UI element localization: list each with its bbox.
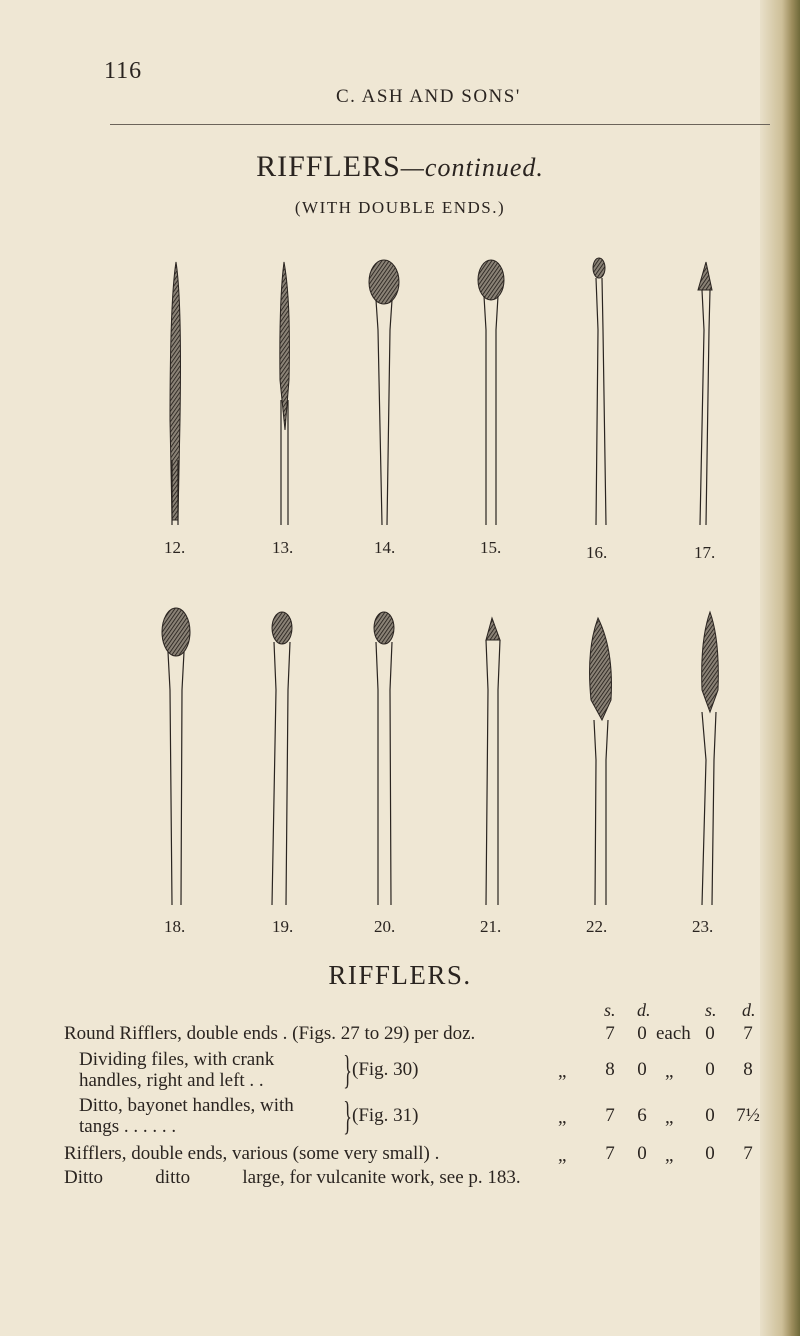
price-each: „ [665, 1061, 674, 1082]
riffler-fig-21 [486, 618, 500, 905]
fig-label-23: 23. [692, 917, 714, 936]
ditto-mark: „ [558, 1145, 567, 1166]
price-s: 7 [605, 1143, 615, 1164]
fig-label-18: 18. [164, 917, 186, 936]
riffler-fig-18 [162, 608, 190, 905]
riffler-fig-15 [478, 260, 504, 525]
riffler-fig-19 [272, 612, 292, 905]
price-d: 6 [637, 1105, 647, 1126]
riffler-fig-12 [170, 262, 181, 525]
fig-label-17: 17. [694, 543, 716, 562]
riffler-fig-16 [593, 258, 606, 525]
row-description: Round Rifflers, double ends . (Figs. 27 to 29) per doz. [64, 1023, 476, 1044]
brace: } [343, 1093, 352, 1138]
fig-label-22: 22. [586, 917, 608, 936]
row-description-line2: handles, right and left . . [79, 1070, 264, 1091]
riffler-fig-23 [702, 612, 719, 905]
price-each-s: 0 [705, 1105, 715, 1126]
section-subtitle: (WITH DOUBLE ENDS.) [294, 198, 506, 217]
price-each-d: 7 [743, 1023, 753, 1044]
section-title-text: RIFFLERS [256, 150, 401, 183]
ditto-mark: „ [558, 1061, 567, 1082]
price-d: 0 [637, 1143, 647, 1164]
page-number: 116 [104, 58, 143, 84]
price-each-s: 0 [705, 1059, 715, 1080]
row-description: Rifflers, double ends, various (some very small) . [64, 1143, 440, 1164]
price-each-s: 0 [705, 1143, 715, 1164]
row-description-line1: Ditto, bayonet handles, with [79, 1095, 294, 1116]
fig-label-13: 13. [272, 538, 294, 557]
riffler-fig-22 [590, 618, 612, 905]
fig-label-19: 19. [272, 917, 294, 936]
header-pence: d. [637, 1000, 651, 1020]
fig-reference: (Fig. 30) [352, 1059, 419, 1080]
price-each: each [656, 1023, 691, 1044]
fig-reference: (Fig. 31) [352, 1105, 419, 1126]
price-d: 0 [637, 1059, 647, 1080]
price-each: „ [665, 1107, 674, 1128]
ditto-mark: „ [558, 1107, 567, 1128]
price-list-title: RIFFLERS. [328, 960, 472, 990]
header-shillings: s. [604, 1000, 616, 1020]
section-title-continued: —continued. [400, 153, 544, 182]
fig-label-21: 21. [480, 917, 502, 936]
fig-label-20: 20. [374, 917, 396, 936]
header-shillings-each: s. [705, 1000, 717, 1020]
riffler-fig-20 [374, 612, 394, 905]
header-pence-each: d. [742, 1000, 756, 1020]
price-each-d: 7 [743, 1143, 753, 1164]
fig-label-16: 16. [586, 543, 608, 562]
brace: } [343, 1047, 352, 1092]
fig-label-14: 14. [374, 538, 396, 557]
riffler-fig-17 [698, 262, 712, 525]
price-s: 8 [605, 1059, 615, 1080]
price-each: „ [665, 1145, 674, 1166]
price-s: 7 [605, 1023, 615, 1044]
riffler-fig-14 [369, 260, 399, 525]
row-description-line2: tangs . . . . . . [79, 1116, 177, 1137]
row-description-line1: Dividing files, with crank [79, 1049, 275, 1070]
fig-label-12: 12. [164, 538, 186, 557]
price-d: 0 [637, 1023, 647, 1044]
row-description: Ditto ditto large, for vulcanite work, see p. 183. [64, 1167, 521, 1188]
price-each-d: 7½ [736, 1105, 760, 1126]
riffler-fig-13 [280, 262, 290, 525]
price-each-s: 0 [705, 1023, 715, 1044]
price-each-d: 8 [743, 1059, 753, 1080]
fig-label-15: 15. [480, 538, 502, 557]
price-s: 7 [605, 1105, 615, 1126]
running-head: C. ASH AND SONS' [336, 86, 521, 107]
